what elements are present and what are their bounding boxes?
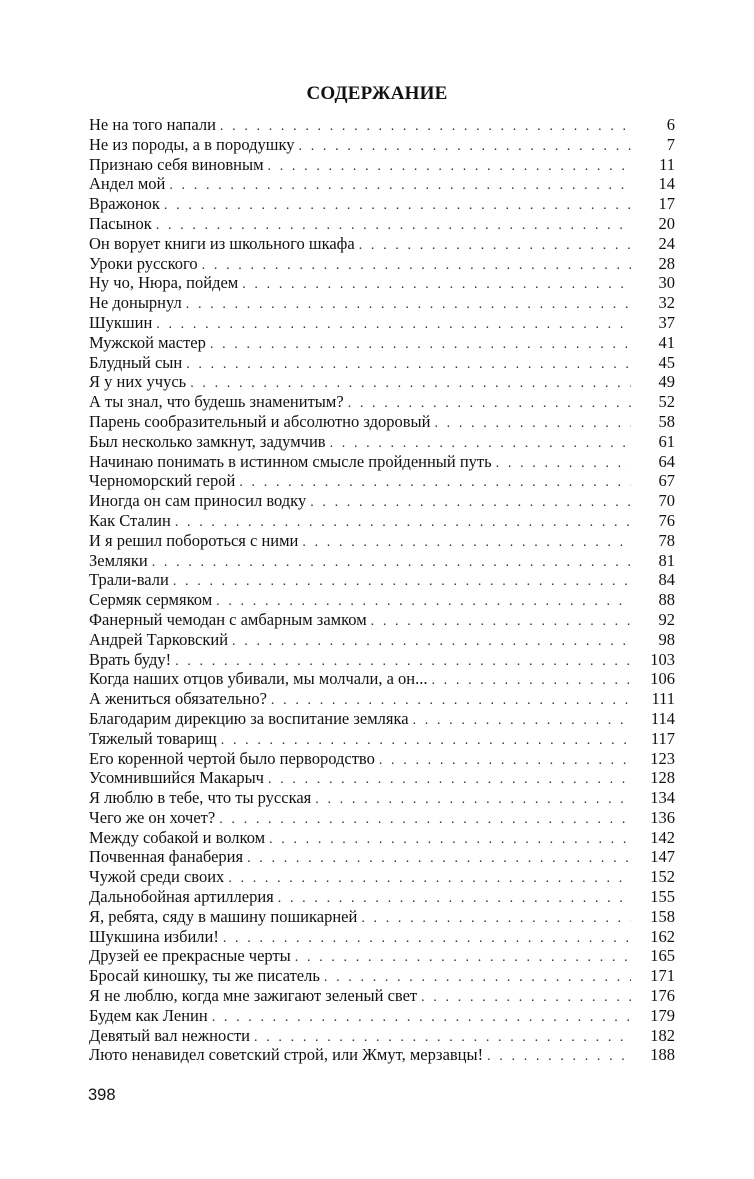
toc-entry-page: 134 (650, 788, 675, 808)
table-of-contents (89, 115, 675, 1065)
toc-entry (89, 115, 675, 135)
toc-entry (89, 412, 675, 432)
toc-entry-page: 111 (651, 689, 675, 709)
toc-entry-page: 20 (658, 213, 675, 233)
toc-entry (89, 194, 675, 214)
toc-entry (89, 570, 675, 590)
toc-entry-page: 37 (658, 312, 675, 332)
toc-entry-title: Признаю себя виновным (89, 154, 264, 174)
toc-dot-leader (186, 355, 631, 375)
toc-entry-page: 182 (650, 1025, 675, 1045)
toc-entry-title: Я люблю в тебе, что ты русская (89, 788, 312, 808)
toc-entry (89, 946, 675, 966)
toc-entry (89, 867, 675, 887)
toc-entry-title: Ну чо, Нюра, пойдем (89, 273, 239, 293)
toc-entry (89, 887, 675, 907)
toc-entry (89, 689, 675, 709)
toc-entry-title: Не донырнул (89, 293, 182, 313)
toc-dot-leader (242, 275, 631, 295)
toc-entry-page: 28 (658, 253, 675, 273)
toc-entry (89, 630, 675, 650)
toc-dot-leader (361, 909, 631, 929)
toc-entry-title: Шукшин (89, 312, 153, 332)
toc-dot-leader (156, 315, 631, 335)
toc-dot-leader (310, 493, 631, 513)
toc-entry-page: 165 (650, 946, 675, 966)
toc-entry (89, 452, 675, 472)
toc-entry (89, 986, 675, 1006)
toc-entry-title: А жениться обязательно? (89, 689, 267, 709)
toc-dot-leader (315, 790, 631, 810)
toc-dot-leader (496, 454, 631, 474)
toc-entry-title: Я не люблю, когда мне зажигают зеленый свет (89, 986, 418, 1006)
toc-entry-page: 70 (658, 491, 675, 511)
toc-entry-title: Врать буду! (89, 649, 172, 669)
toc-entry-title: Между собакой и волком (89, 827, 266, 847)
toc-entry (89, 907, 675, 927)
toc-entry-title: Трали-вали (89, 570, 169, 590)
toc-entry-page: 61 (658, 431, 675, 451)
toc-entry-title: Сермяк сермяком (89, 590, 213, 610)
toc-entry-page: 158 (650, 906, 675, 926)
toc-entry-title: Земляки (89, 550, 148, 570)
toc-entry (89, 650, 675, 670)
toc-dot-leader (268, 770, 631, 790)
toc-entry-page: 32 (658, 293, 675, 313)
toc-entry-page: 152 (650, 867, 675, 887)
toc-entry (89, 927, 675, 947)
toc-entry-title: Вражонок (89, 194, 160, 214)
toc-entry-page: 171 (650, 966, 675, 986)
toc-entry-title: Чего же он хочет? (89, 807, 216, 827)
toc-entry (89, 749, 675, 769)
toc-entry-title: Блудный сын (89, 352, 183, 372)
toc-entry-page: 176 (650, 986, 675, 1006)
toc-entry-page: 142 (650, 827, 675, 847)
toc-dot-leader (421, 988, 631, 1008)
toc-entry-title: Не на того напали (89, 115, 216, 134)
toc-dot-leader (219, 810, 631, 830)
toc-entry (89, 709, 675, 729)
toc-dot-leader (299, 137, 631, 157)
toc-entry-page: 114 (650, 708, 675, 728)
toc-entry (89, 273, 675, 293)
toc-dot-leader (413, 711, 631, 731)
toc-entry (89, 471, 675, 491)
toc-entry-title: Друзей ее прекрасные черты (89, 946, 291, 966)
toc-entry-title: Бросай киношку, ты же писатель (89, 966, 320, 986)
toc-dot-leader (228, 869, 631, 889)
toc-entry-page: 84 (658, 570, 675, 590)
toc-dot-leader (359, 236, 631, 256)
toc-entry-title: Будем как Ленин (89, 1005, 208, 1025)
toc-dot-leader (212, 1008, 631, 1028)
toc-entry (89, 729, 675, 749)
toc-dot-leader (164, 196, 631, 216)
toc-entry (89, 234, 675, 254)
toc-dot-leader (434, 414, 631, 434)
toc-entry-page: 76 (658, 510, 675, 530)
toc-dot-leader (232, 632, 631, 652)
toc-entry-page: 106 (650, 669, 675, 689)
toc-entry-page: 14 (658, 174, 675, 194)
toc-entry (89, 174, 675, 194)
toc-entry (89, 808, 675, 828)
toc-entry (89, 590, 675, 610)
toc-entry-page: 147 (650, 847, 675, 867)
toc-dot-leader (169, 176, 631, 196)
toc-entry-title: Мужской мастер (89, 332, 206, 352)
toc-entry-page: 58 (658, 411, 675, 431)
toc-entry-title: Фанерный чемодан с амбарным замком (89, 609, 367, 629)
toc-entry-page: 7 (666, 134, 675, 154)
toc-entry-title: Усомнившийся Макарыч (89, 768, 264, 788)
toc-entry-title: Начинаю понимать в истинном смысле пройденный путь (89, 451, 492, 471)
toc-entry (89, 313, 675, 333)
toc-entry-title: Парень сообразительный и абсолютно здоровый (89, 411, 431, 431)
toc-entry (89, 531, 675, 551)
page-number: 398 (88, 1086, 116, 1104)
toc-entry-page: 81 (658, 550, 675, 570)
toc-entry-page: 17 (658, 194, 675, 214)
toc-entry (89, 333, 675, 353)
toc-entry-title: Шукшина избили! (89, 926, 219, 946)
toc-entry-page: 123 (650, 748, 675, 768)
toc-entry-page: 64 (658, 451, 675, 471)
toc-entry-page: 88 (658, 590, 675, 610)
toc-entry-page: 162 (650, 926, 675, 946)
toc-entry-title: Иногда он сам приносил водку (89, 491, 307, 511)
toc-entry (89, 669, 675, 689)
toc-entry-title: Я, ребята, сяду в машину пошикарней (89, 906, 358, 926)
toc-entry-title: Не из породы, а в породушку (89, 134, 295, 154)
toc-entry-title: Я у них учусь (89, 372, 187, 392)
toc-entry (89, 254, 675, 274)
toc-entry-page: 98 (658, 629, 675, 649)
toc-entry-title: Его коренной чертой было первородство (89, 748, 375, 768)
toc-entry-title: Он ворует книги из школьного шкафа (89, 233, 355, 253)
toc-dot-leader (487, 1047, 631, 1067)
toc-entry (89, 788, 675, 808)
toc-dot-leader (202, 256, 631, 276)
toc-entry-page: 136 (650, 807, 675, 827)
toc-entry (89, 847, 675, 867)
toc-entry (89, 155, 675, 175)
toc-entry-title: Андел мой (89, 174, 166, 194)
toc-entry (89, 551, 675, 571)
toc-entry (89, 1006, 675, 1026)
toc-entry (89, 135, 675, 155)
toc-entry-page: 6 (666, 115, 675, 134)
toc-entry-page: 78 (658, 530, 675, 550)
toc-entry-title: И я решил побороться с ними (89, 530, 299, 550)
toc-entry (89, 828, 675, 848)
toc-dot-leader (268, 157, 631, 177)
toc-entry-page: 52 (658, 392, 675, 412)
toc-entry-title: А ты знал, что будешь знаменитым? (89, 392, 344, 412)
toc-entry (89, 768, 675, 788)
toc-entry-page: 45 (658, 352, 675, 372)
toc-entry-title: Тяжелый товарищ (89, 728, 217, 748)
toc-dot-leader (210, 335, 631, 355)
toc-entry (89, 392, 675, 412)
toc-entry-title: Пасынок (89, 213, 152, 233)
toc-entry-title: Уроки русского (89, 253, 198, 273)
toc-entry-title: Чужой среди своих (89, 867, 225, 887)
toc-entry-title: Андрей Тарковский (89, 629, 229, 649)
toc-entry-page: 155 (650, 887, 675, 907)
toc-entry-page: 117 (650, 728, 675, 748)
toc-dot-leader (152, 553, 631, 573)
toc-entry-title: Был несколько замкнут, задумчив (89, 431, 326, 451)
toc-entry-title: Почвенная фанаберия (89, 847, 244, 867)
toc-entry (89, 491, 675, 511)
toc-entry (89, 966, 675, 986)
toc-entry (89, 353, 675, 373)
toc-entry-page: 49 (658, 372, 675, 392)
toc-entry-title: Люто ненавидел советский строй, или Жмут, мерзавцы! (89, 1045, 484, 1065)
toc-entry-page: 103 (650, 649, 675, 669)
toc-entry (89, 610, 675, 630)
toc-dot-leader (302, 533, 631, 553)
toc-entry-title: Девятый вал нежности (89, 1025, 251, 1045)
toc-dot-leader (173, 572, 631, 592)
toc-entry-title: Как Сталин (89, 510, 171, 530)
toc-entry-page: 24 (658, 233, 675, 253)
toc-entry-page: 30 (658, 273, 675, 293)
toc-entry-page: 11 (659, 154, 675, 174)
toc-dot-leader (186, 295, 631, 315)
toc-dot-leader (431, 671, 631, 691)
toc-entry-page: 41 (658, 332, 675, 352)
toc-entry-page: 179 (650, 1005, 675, 1025)
toc-entry (89, 1026, 675, 1046)
toc-entry-title: Черноморский герой (89, 471, 236, 491)
toc-dot-leader (371, 612, 631, 632)
toc-entry-title: Благодарим дирекцию за воспитание земляка (89, 708, 409, 728)
toc-entry-title: Когда наших отцов убивали, мы молчали, а он... (89, 669, 428, 689)
toc-dot-leader (247, 849, 631, 869)
toc-entry (89, 293, 675, 313)
toc-entry (89, 214, 675, 234)
toc-entry (89, 432, 675, 452)
toc-entry (89, 1045, 675, 1065)
toc-entry-page: 188 (650, 1045, 675, 1065)
toc-dot-leader (295, 948, 631, 968)
toc-dot-leader (379, 751, 631, 771)
toc-entry (89, 511, 675, 531)
page-title: СОДЕРЖАНИЕ (306, 82, 448, 104)
toc-entry-page: 92 (658, 609, 675, 629)
toc-entry-page: 128 (650, 768, 675, 788)
toc-entry (89, 372, 675, 392)
toc-dot-leader (269, 830, 631, 850)
toc-entry-page: 67 (658, 471, 675, 491)
toc-entry-title: Дальнобойная артиллерия (89, 887, 274, 907)
